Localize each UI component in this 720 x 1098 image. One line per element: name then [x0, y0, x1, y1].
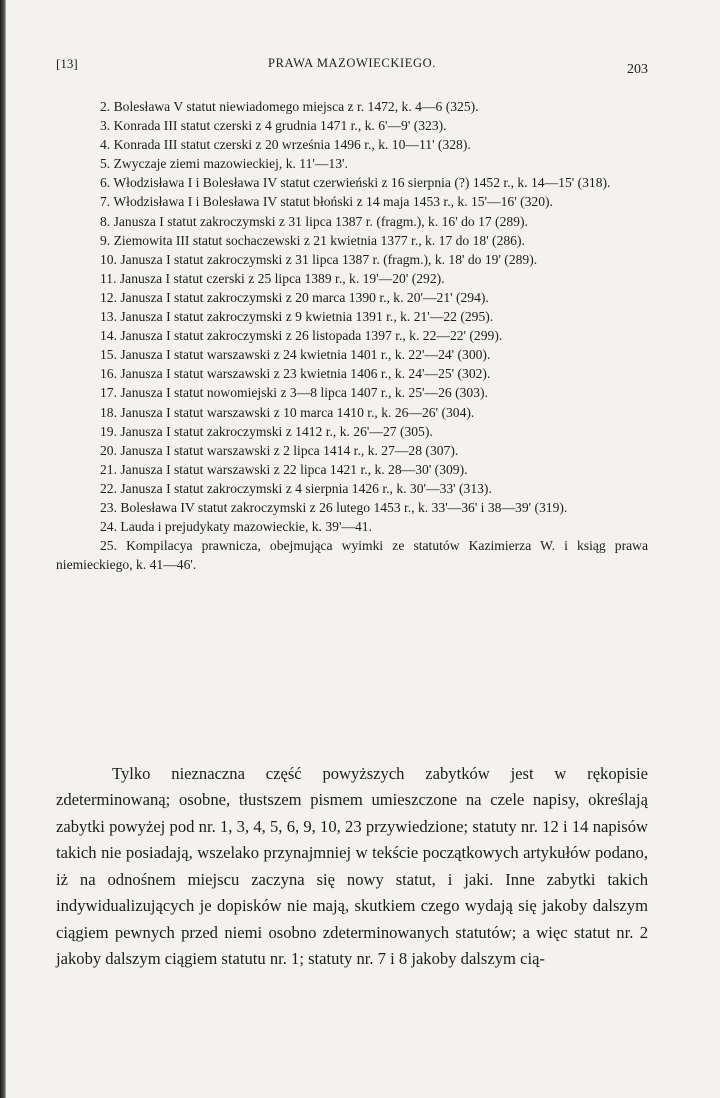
book-page	[56, 0, 648, 1098]
list-item: 3. Konrada III statut czerski z 4 grudnia 1471 r., k. 6'—9' (323).	[100, 118, 447, 134]
list-item: 18. Janusza I statut warszawski z 10 marca 1410 r., k. 26—26' (304).	[100, 404, 475, 420]
statute-list	[56, 97, 648, 574]
list-item: 13. Janusza I statut zakroczymski z 9 kwietnia 1391 r., k. 21'—22 (295).	[100, 309, 494, 325]
section-marker: [13]	[56, 56, 78, 71]
list-item: 19. Janusza I statut zakroczymski z 1412 r., k. 26'—27 (305).	[100, 423, 433, 439]
list-item: 4. Konrada III statut czerski z 20 września 1496 r., k. 10—11' (328).	[100, 137, 471, 153]
list-item: 7. Włodzisława I i Bolesława IV statut błoński z 14 maja 1453 r., k. 15'—16' (320).	[100, 194, 553, 210]
body-paragraph: Tylko nieznaczna część powyższych zabytków jest w rękopisie zdeterminowaną; osobne, tłustszem pismem umieszczone na czele napisy, określają zabytki powyżej pod nr. 1, 3, 4, 5, 6, 9, 10, 23 przywiedzione; statuty nr. 12 i 14 napisów takich nie posiadają, wszelako przynajmniej w tekście początkowych artykułów podano, iż na odnośnem miejscu zaczyna się nowy statut, i jaki. Inne zabytki takich indywidualizujących je dopisków nie mają, skutkiem czego wydają się jakoby dalszym ciągiem pewnych przed niemi osobno zdeterminowanych statutów; a więc statut nr. 2 jakoby dalszym ciągiem statutu nr. 1; statuty nr. 7 i 8 jakoby dalszym cią-	[56, 763, 648, 969]
list-item: 20. Janusza I statut warszawski z 2 lipca 1414 r., k. 27—28 (307).	[100, 442, 459, 458]
list-item: 24. Lauda i prejudykaty mazowieckie, k. 39'—41.	[100, 519, 372, 535]
list-item: 22. Janusza I statut zakroczymski z 4 sierpnia 1426 r., k. 30'—33' (313).	[100, 480, 492, 496]
list-item: 23. Bolesława IV statut zakroczymski z 26 lutego 1453 r., k. 33'—36' i 38—39' (319).	[100, 499, 568, 515]
list-item: 5. Zwyczaje ziemi mazowieckiej, k. 11'—13'.	[100, 156, 348, 172]
list-item: 9. Ziemowita III statut sochaczewski z 21 kwietnia 1377 r., k. 17 do 18' (286).	[100, 232, 525, 248]
list-item: 11. Janusza I statut czerski z 25 lipca 1389 r., k. 19'—20' (292).	[100, 270, 445, 286]
list-item: 16. Janusza I statut warszawski z 23 kwietnia 1406 r., k. 24'—25' (302).	[100, 366, 491, 382]
list-item: 17. Janusza I statut nowomiejski z 3—8 lipca 1407 r., k. 25'—26 (303).	[100, 385, 488, 401]
list-item: 21. Janusza I statut warszawski z 22 lipca 1421 r., k. 28—30' (309).	[100, 461, 468, 477]
list-item: 25. Kompilacya prawnicza, obejmująca wyimki ze statutów Kazimierza W. i ksiąg prawa niemieckiego, k. 41—46'.	[56, 538, 648, 573]
book-binding-edge	[0, 0, 6, 1098]
page-number: 203	[627, 62, 648, 77]
list-item: 10. Janusza I statut zakroczymski z 31 lipca 1387 r. (fragm.), k. 18' do 19' (289).	[100, 251, 538, 267]
list-item: 2. Bolesława V statut niewiadomego miejsca z r. 1472, k. 4—6 (325).	[100, 99, 479, 114]
list-item: 15. Janusza I statut warszawski z 24 kwietnia 1401 r., k. 22'—24' (300).	[100, 347, 491, 363]
running-header	[56, 56, 648, 80]
list-item: 12. Janusza I statut zakroczymski z 20 marca 1390 r., k. 20'—21' (294).	[100, 289, 489, 305]
list-item: 6. Włodzisława I i Bolesława IV statut czerwieński z 16 sierpnia (?) 1452 r., k. 14—15' (318).	[100, 175, 611, 191]
list-item: 8. Janusza I statut zakroczymski z 31 lipca 1387 r. (fragm.), k. 16' do 17 (289).	[100, 213, 528, 229]
running-title: PRAWA MAZOWIECKIEGO.	[268, 56, 436, 70]
list-item: 14. Janusza I statut zakroczymski z 26 listopada 1397 r., k. 22—22' (299).	[100, 328, 503, 344]
